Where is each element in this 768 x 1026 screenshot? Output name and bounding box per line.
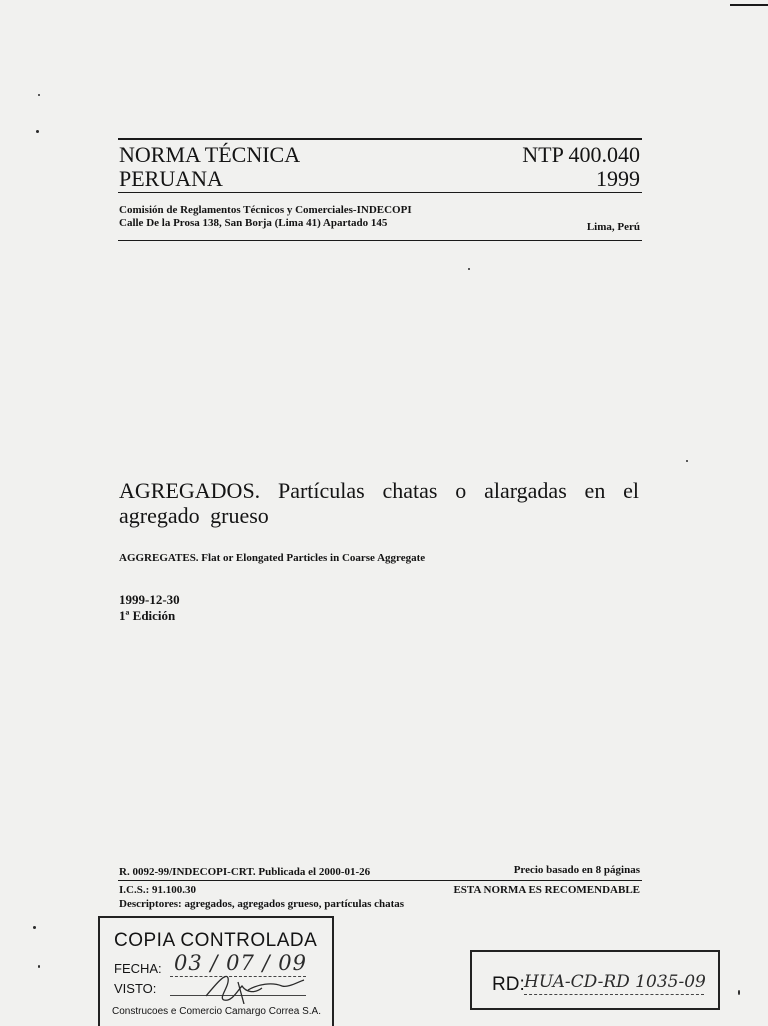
document-title-line-1: AGREGADOS. Partículas chatas o alargadas en el	[119, 478, 639, 503]
edition-date: 1999-12-30	[119, 592, 180, 607]
scan-speck	[738, 990, 740, 995]
standard-code: NTP 400.040	[522, 142, 640, 167]
stamp-fecha-label: FECHA:	[114, 961, 162, 976]
edition-number: 1ª Edición	[119, 608, 176, 623]
footer-descriptors: Descriptores: agregados, agregados grueso, partículas chatas	[119, 898, 405, 910]
rd-underline	[524, 994, 704, 995]
stamp-title: COPIA CONTROLADA	[114, 930, 318, 951]
stamp-company: Construcoes e Comercio Camargo Correa S.A.	[112, 1006, 321, 1017]
scan-speck	[468, 268, 470, 270]
standard-year: 1999	[596, 166, 640, 191]
issuer-block	[119, 204, 412, 230]
stamp-visto-label: VISTO:	[114, 981, 157, 996]
issuer-commission: Comisión de Reglamentos Técnicos y Comerciales-INDECOPI	[119, 204, 412, 216]
header-bottom-rule	[118, 192, 642, 193]
scan-speck	[33, 926, 36, 929]
document-title-line-2: agregado grueso	[119, 503, 269, 528]
scan-speck	[686, 460, 688, 462]
header-section-rule	[118, 240, 642, 241]
footer-rule	[118, 880, 642, 881]
scan-speck	[36, 130, 39, 133]
standard-code-block	[522, 143, 640, 191]
stamp-fecha-value: 03 / 07 / 09	[174, 951, 308, 975]
document-title	[119, 478, 639, 528]
standard-type-line-1: NORMA TÉCNICA	[119, 142, 301, 167]
footer-ics: I.C.S.: 91.100.30	[119, 884, 197, 896]
footer-resolution: R. 0092-99/INDECOPI-CRT. Publicada el 2000-01-26	[119, 866, 371, 878]
footer-recommendation: ESTA NORMA ES RECOMENDABLE	[453, 884, 640, 896]
rd-reference-box	[470, 950, 720, 1010]
rd-value: HUA-CD-RD 1035-09	[524, 972, 706, 992]
signature-mark	[198, 964, 308, 1004]
corner-mark	[730, 4, 768, 6]
issuer-city: Lima, Perú	[586, 221, 640, 233]
controlled-copy-stamp	[98, 916, 334, 1026]
rd-label: RD:	[492, 974, 525, 995]
header-top-rule	[118, 138, 642, 140]
footer-price: Precio basado en 8 páginas	[513, 864, 640, 876]
scan-speck	[38, 94, 40, 96]
standard-type-title	[119, 143, 300, 191]
standard-type-line-2: PERUANA	[119, 166, 223, 191]
issuer-address: Calle De la Prosa 138, San Borja (Lima 41) Apartado 145	[119, 217, 388, 229]
scan-speck	[38, 965, 40, 968]
document-title-english: AGGREGATES. Flat or Elongated Particles in Coarse Aggregate	[119, 552, 426, 564]
edition-block	[119, 592, 180, 624]
